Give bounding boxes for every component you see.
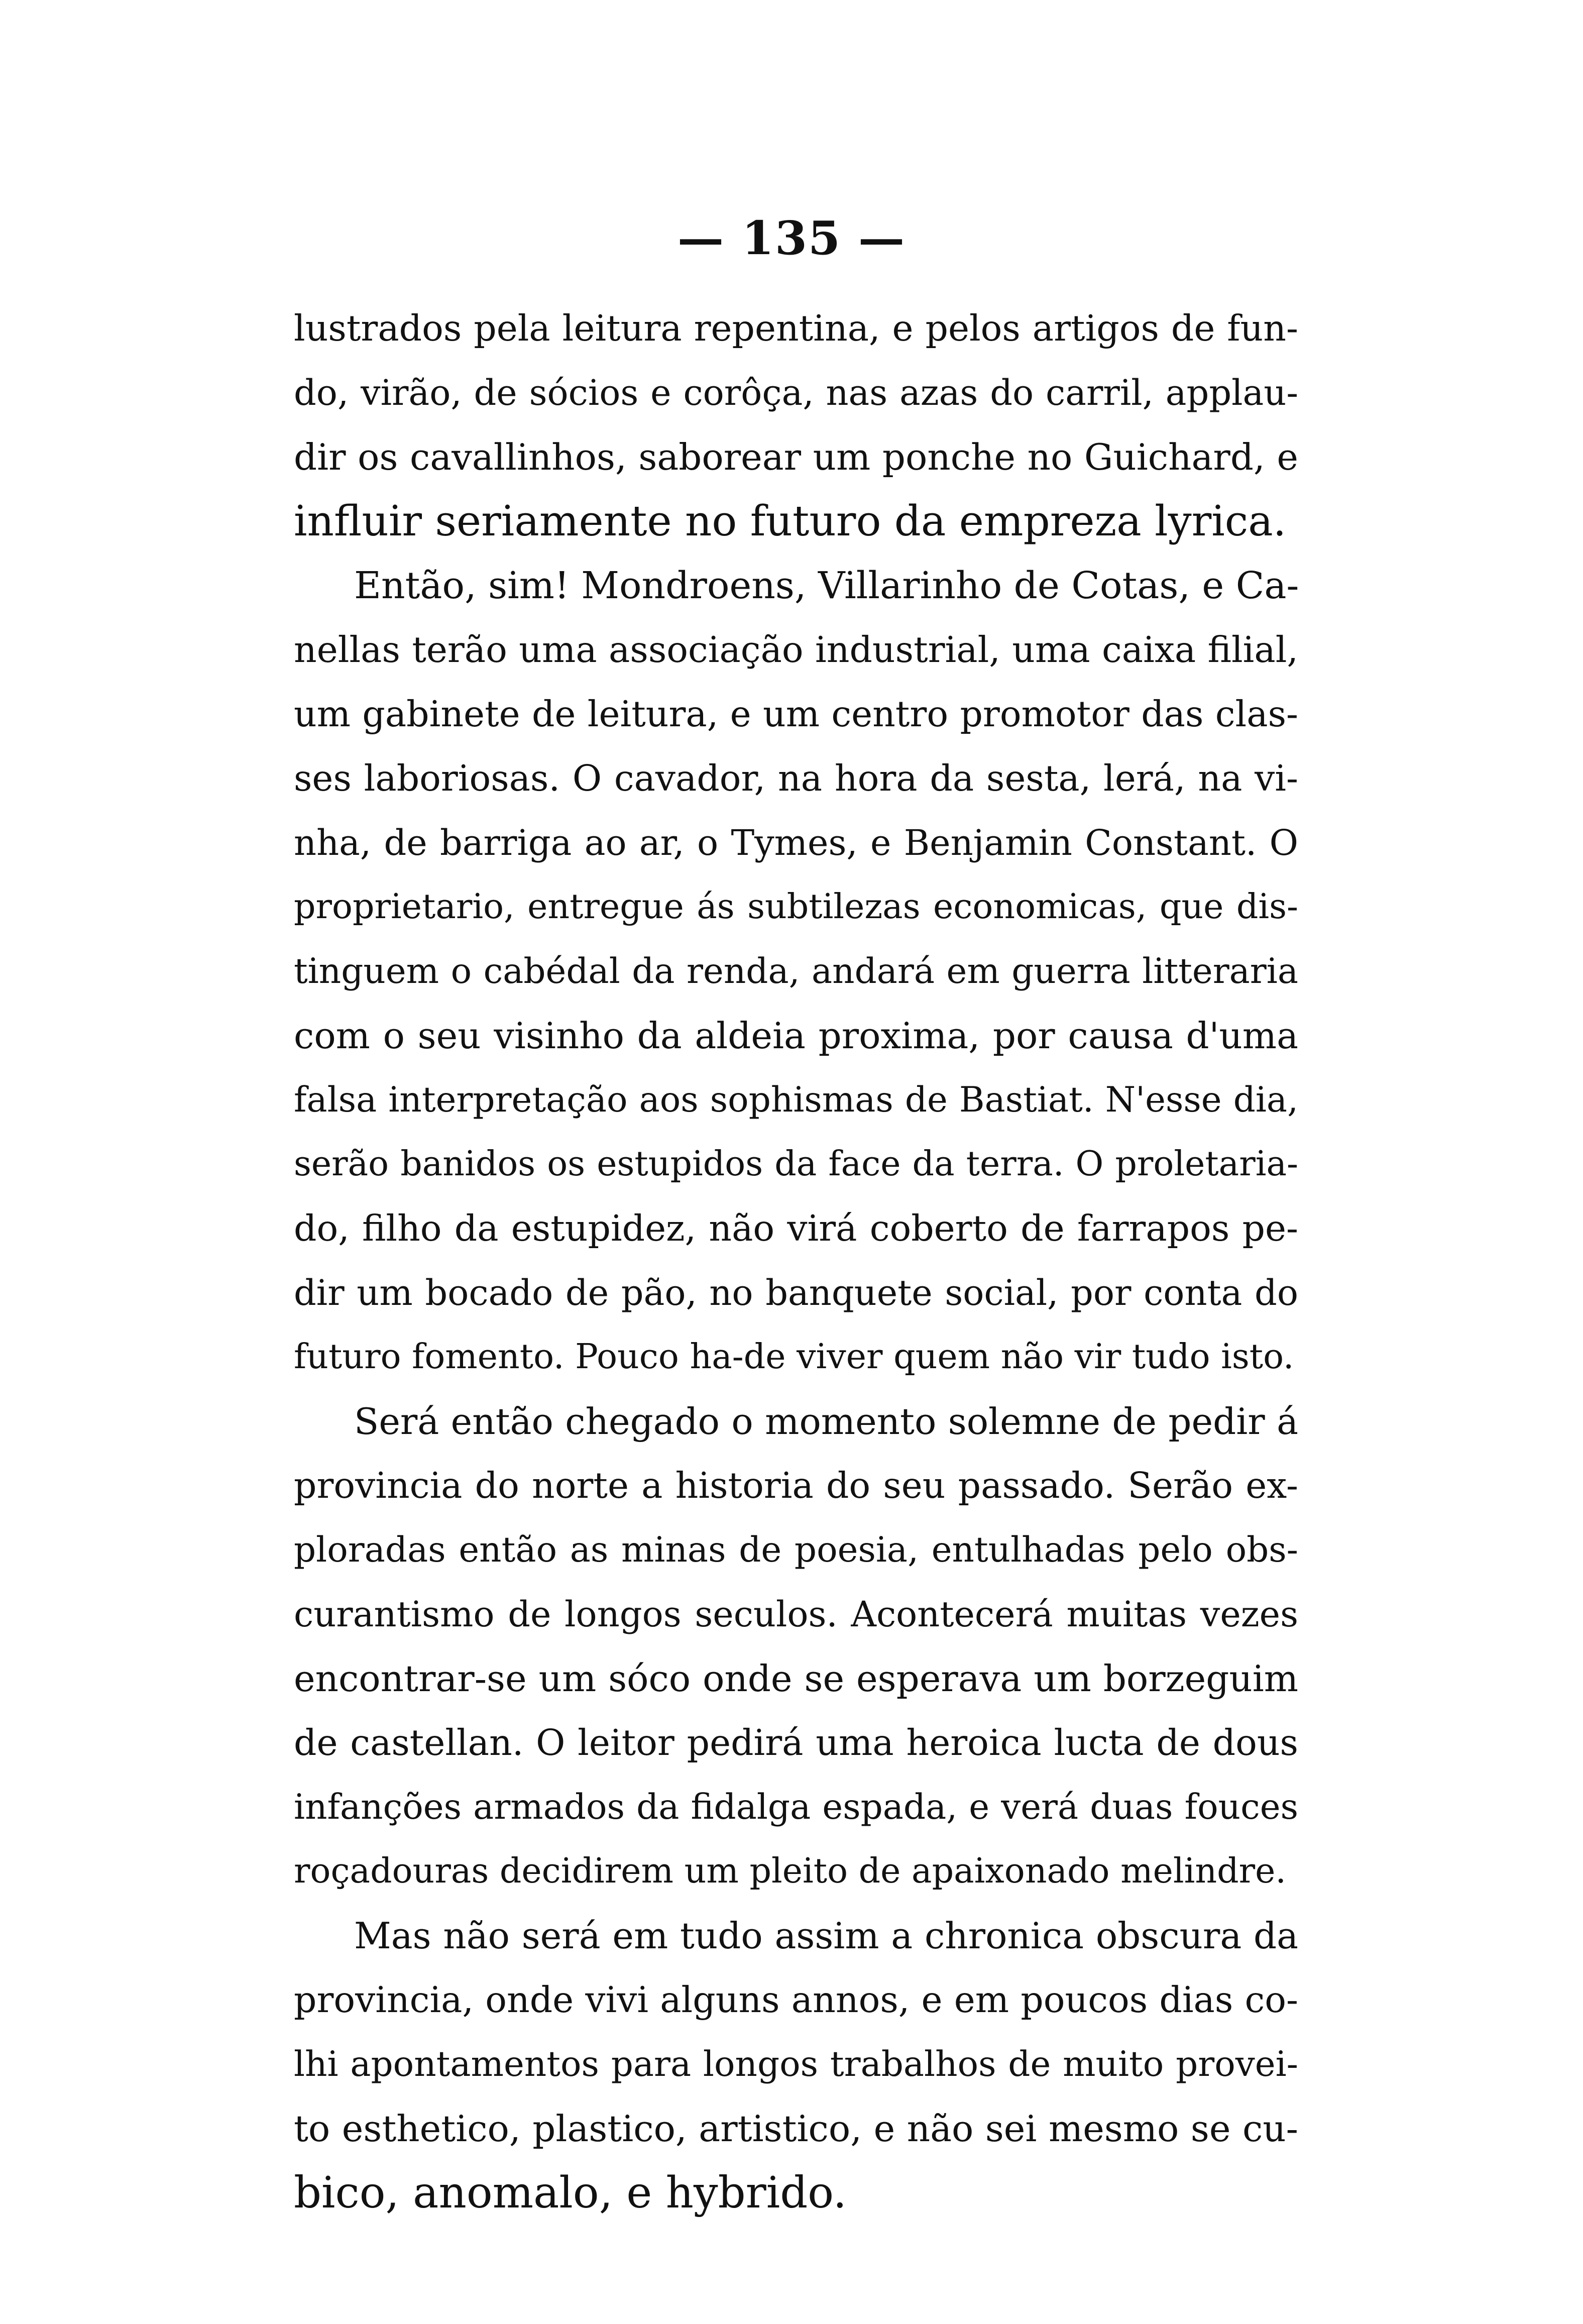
- paragraph-start-line: Será então chegado o momento solemne de pedir á: [354, 1400, 1298, 1443]
- text-line: tinguem o cabédal da renda, andará em guerra litteraria: [294, 951, 1298, 991]
- text-line: infanções armados da fidalga espada, e verá duas fouces: [294, 1787, 1298, 1827]
- text-line: dir um bocado de pão, no banquete social, por conta do: [294, 1272, 1298, 1313]
- text-line: do, virão, de sócios e corôça, nas azas do carril, applau-: [294, 372, 1298, 413]
- text-line: bico, anomalo, e hybrido.: [294, 2168, 847, 2218]
- text-line: curantismo de longos seculos. Acontecerá muitas vezes: [294, 1594, 1298, 1635]
- text-line: um gabinete de leitura, e um centro promotor das clas-: [294, 693, 1298, 735]
- text-line: to esthetico, plastico, artistico, e não sei mesmo se cu-: [294, 2108, 1298, 2150]
- text-line: nellas terão uma associação industrial, uma caixa filial,: [294, 629, 1298, 671]
- text-line: de castellan. O leitor pedirá uma heroica lucta de dous: [294, 1722, 1298, 1763]
- text-line: provincia do norte a historia do seu passado. Serão ex-: [294, 1465, 1298, 1506]
- text-line: ploradas então as minas de poesia, entulhadas pelo obs-: [294, 1530, 1298, 1570]
- text-line: dir os cavallinhos, saborear um ponche no Guichard, e: [294, 436, 1298, 478]
- text-line: serão banidos os estupidos da face da terra. O proletaria-: [294, 1144, 1298, 1184]
- text-line: proprietario, entregue ás subtilezas economicas, que dis-: [294, 887, 1298, 927]
- text-line: lustrados pela leitura repentina, e pelos artigos de fun-: [294, 307, 1298, 349]
- text-line: futuro fomento. Pouco ha-de viver quem não vir tudo isto.: [294, 1337, 1294, 1377]
- text-line: influir seriamente no futuro da empreza lyrica.: [294, 497, 1287, 545]
- text-line: encontrar-se um sóco onde se esperava um borzeguim: [294, 1657, 1298, 1700]
- text-line: roçadouras decidirem um pleito de apaixonado melindre.: [294, 1851, 1287, 1891]
- page-number: — 135 —: [677, 211, 906, 265]
- text-line: provincia, onde vivi alguns annos, e em poucos dias co-: [294, 1979, 1298, 2021]
- text-line: nha, de barriga ao ar, o Tymes, e Benjamin Constant. O: [294, 822, 1298, 863]
- body-text: [294, 296, 1298, 2225]
- text-line: do, filho da estupidez, não virá coberto de farrapos pe-: [294, 1207, 1298, 1249]
- text-line: lhi apontamentos para longos trabalhos de muito provei-: [294, 2044, 1298, 2084]
- paragraph-start-line: Então, sim! Mondroens, Villarinho de Cotas, e Ca-: [354, 564, 1299, 607]
- text-line: com o seu visinho da aldeia proxima, por causa d'uma: [294, 1015, 1298, 1057]
- text-line: ses laboriosas. O cavador, na hora da sesta, lerá, na vi-: [294, 757, 1298, 799]
- text-line: falsa interpretação aos sophismas de Bastiat. N'esse dia,: [294, 1080, 1298, 1120]
- paragraph-start-line: Mas não será em tudo assim a chronica obscura da: [354, 1915, 1298, 1957]
